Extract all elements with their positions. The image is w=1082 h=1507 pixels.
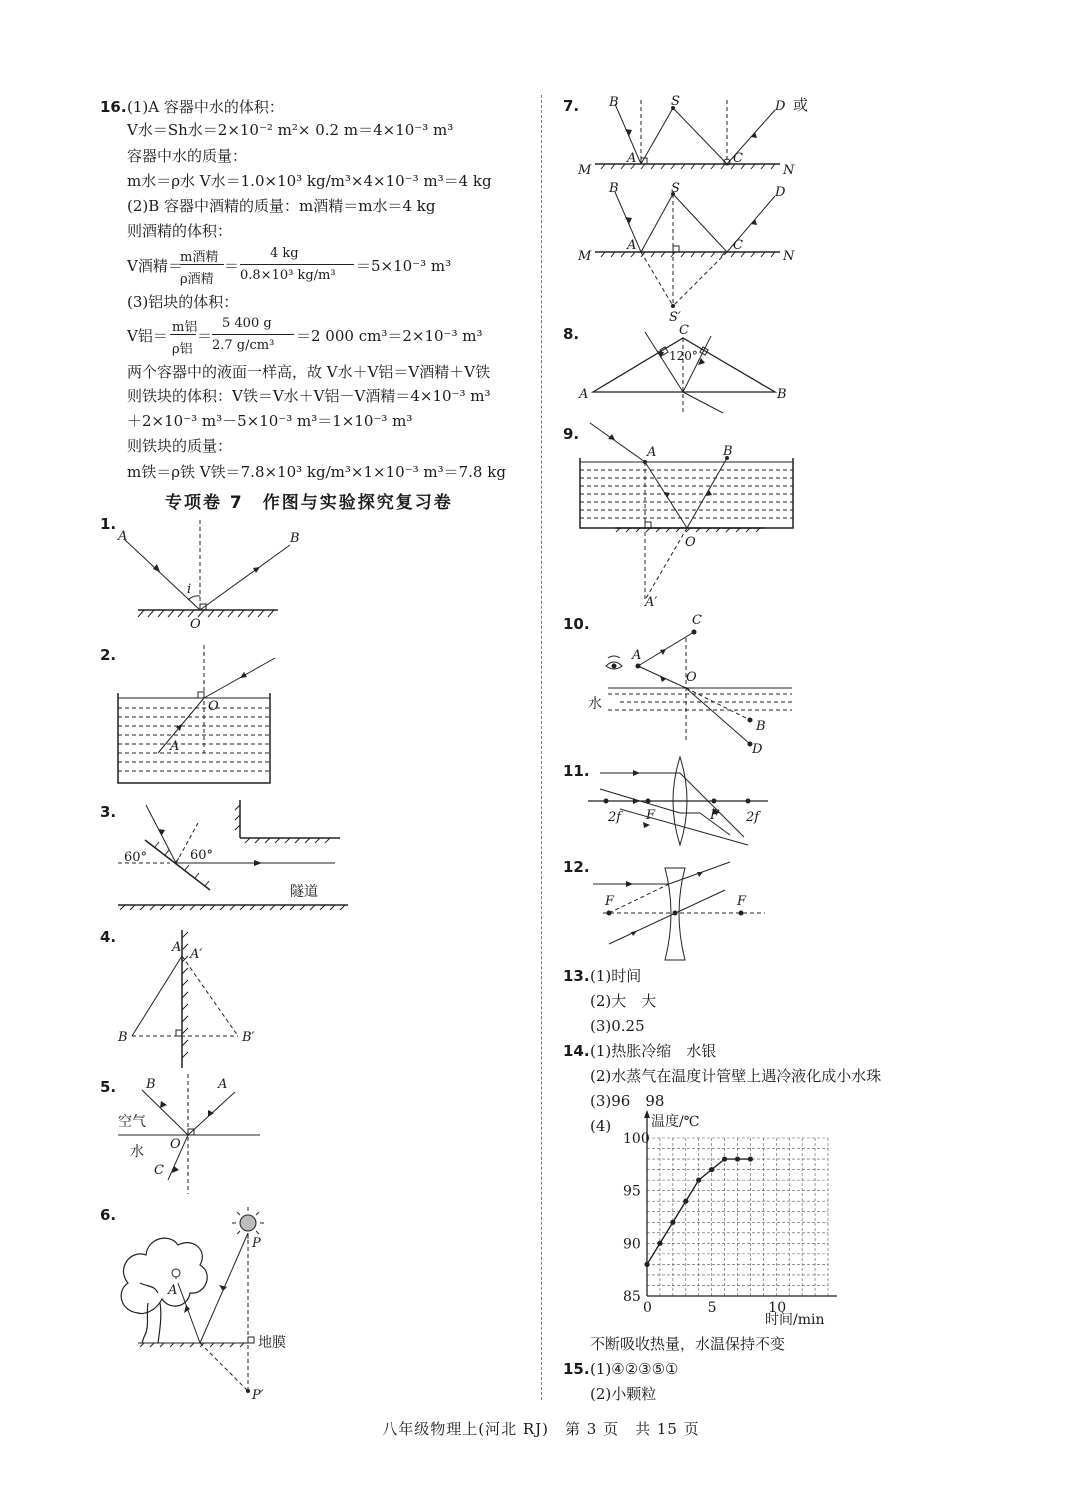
fig7-label-n: N bbox=[783, 163, 795, 178]
fig11-label-2f-right: 2f bbox=[746, 810, 760, 825]
fig6-label-p: P bbox=[252, 1236, 261, 1251]
q16-line7-den: ρ酒精 bbox=[180, 272, 214, 287]
q16-line9-num: m铝 bbox=[172, 320, 198, 335]
fig2-label-a: A bbox=[170, 739, 180, 754]
data-point bbox=[748, 1156, 753, 1161]
fig9-label-a: A bbox=[647, 445, 657, 460]
fig4-label-b: B bbox=[118, 1030, 128, 1045]
fig12-label-f-right: F bbox=[737, 894, 747, 909]
fig9-water-tank-diagram bbox=[575, 418, 800, 608]
chart-y-label: 温度/℃ bbox=[651, 1114, 700, 1130]
data-point bbox=[670, 1220, 675, 1225]
fraction-bar bbox=[240, 264, 354, 265]
data-point bbox=[709, 1167, 714, 1172]
q13-answer-1: (1)时间 bbox=[590, 967, 642, 985]
fig10-label-a: A bbox=[632, 648, 642, 663]
fig10-label-o: O bbox=[686, 670, 697, 685]
data-point bbox=[735, 1156, 740, 1161]
fig4-label-b-prime: B′ bbox=[242, 1030, 255, 1045]
fig1-label-b: B bbox=[290, 531, 300, 546]
fig6-number: 6. bbox=[100, 1206, 117, 1224]
q16-line6: 则酒精的体积： bbox=[127, 222, 233, 240]
fig12-number: 12. bbox=[563, 858, 590, 876]
y-axis-arrow bbox=[644, 1110, 650, 1118]
q16-line9-result: ＝2 000 cm³＝2×10⁻³ m³ bbox=[296, 327, 483, 345]
data-point bbox=[644, 1262, 649, 1267]
fig3-tunnel-label: 隧道 bbox=[290, 884, 318, 900]
fig5-label-o: O bbox=[170, 1137, 181, 1152]
fig6-label-a: A bbox=[168, 1283, 178, 1298]
fig7-label-c: C bbox=[733, 151, 743, 166]
chart-grid bbox=[647, 1138, 828, 1296]
data-point bbox=[722, 1156, 727, 1161]
fig12-concave-lens-diagram bbox=[585, 860, 770, 965]
q14-number: 14. bbox=[563, 1042, 590, 1060]
q16-line7-num: m酒精 bbox=[180, 250, 219, 265]
q16-line5: (2)B 容器中酒精的质量：m酒精＝m水＝4 kg bbox=[127, 197, 436, 215]
q16-line9-fnum: 5 400 g bbox=[222, 316, 272, 331]
fig11-number: 11. bbox=[563, 762, 590, 780]
fig4-label-a-prime: A′ bbox=[190, 947, 203, 962]
fig7-label-s: S bbox=[671, 94, 680, 109]
fig8-label-c: C bbox=[679, 323, 689, 338]
q16-line2: V水＝Sh水＝2×10⁻² m²× 0.2 m＝4×10⁻³ m³ bbox=[127, 121, 454, 139]
q14-answer-3: (3)96 98 bbox=[590, 1092, 665, 1110]
data-point bbox=[683, 1199, 688, 1204]
q16-line7-fden: 0.8×10³ kg/m³ bbox=[240, 268, 336, 283]
y-tick-label: 95 bbox=[623, 1183, 641, 1200]
q14-answer-1: (1)热胀冷缩 水银 bbox=[590, 1042, 717, 1060]
q16-line1: (1)A 容器中水的体积： bbox=[127, 98, 284, 116]
fraction-bar bbox=[180, 264, 224, 265]
q16-line4: m水＝ρ水 V水＝1.0×10³ kg/m³×4×10⁻³ m³＝4 kg bbox=[127, 172, 492, 190]
fig10-label-c: C bbox=[692, 613, 702, 628]
fig2-number: 2. bbox=[100, 646, 117, 664]
fig5-label-c: C bbox=[154, 1163, 164, 1178]
y-tick-label: 100 bbox=[623, 1131, 650, 1147]
y-tick-label: 85 bbox=[623, 1289, 641, 1305]
fig10-water-view-diagram bbox=[580, 608, 800, 758]
fig11-label-2f-left: 2f bbox=[608, 810, 622, 825]
section-title: 专项卷 7 作图与实验探究复习卷 bbox=[165, 493, 453, 513]
q14-answer-2: (2)水蒸气在温度计管壁上遇冷液化成小水珠 bbox=[590, 1067, 882, 1085]
fig1-label-o: O bbox=[190, 617, 201, 632]
x-tick-label: 5 bbox=[707, 1300, 717, 1316]
fig1-reflection-diagram bbox=[110, 520, 300, 635]
fig7-label-m: M bbox=[578, 249, 592, 264]
q13-answer-3: (3)0.25 bbox=[590, 1017, 645, 1035]
fig7-label-b: B bbox=[609, 181, 619, 196]
chart-x-label: 时间/min bbox=[765, 1312, 825, 1328]
fig2-label-o: O bbox=[208, 699, 219, 714]
fig6-label-p-prime: P′ bbox=[252, 1388, 264, 1403]
fig9-label-a-prime: A′ bbox=[645, 595, 658, 608]
fig7-label-s: S bbox=[671, 181, 680, 196]
fig10-water-label: 水 bbox=[588, 696, 602, 712]
q16-line14: m铁＝ρ铁 V铁＝7.8×10³ kg/m³×1×10⁻³ m³＝7.8 kg bbox=[127, 463, 506, 481]
fig1-label-i: i bbox=[187, 582, 192, 597]
q13-answer-2: (2)大 大 bbox=[590, 992, 657, 1010]
fig11-label-f-left: F bbox=[646, 808, 656, 823]
q16-line9-lhs: V铝＝ bbox=[127, 327, 168, 345]
fig10-label-d: D bbox=[752, 742, 763, 757]
fig9-number: 9. bbox=[563, 425, 580, 443]
fig10-number: 10. bbox=[563, 615, 590, 633]
fig7-label-a: A bbox=[627, 151, 637, 166]
q15-answer-1: (1)④②③⑤① bbox=[590, 1360, 679, 1378]
x-tick-label: 0 bbox=[643, 1300, 652, 1316]
fraction-bar bbox=[212, 334, 294, 335]
q16-line7-fnum: 4 kg bbox=[270, 246, 299, 261]
fig7-label-d: D bbox=[775, 99, 786, 114]
eye-icon bbox=[606, 656, 622, 669]
x-tick-label: 10 bbox=[768, 1300, 787, 1316]
fig8-label-a: A bbox=[579, 387, 589, 402]
fig7-label-m: M bbox=[578, 163, 592, 178]
q13-number: 13. bbox=[563, 967, 590, 985]
fig11-label-f-right: F bbox=[710, 808, 720, 823]
fig7-mirror-diagrams bbox=[575, 92, 825, 327]
q16-line10: 两个容器中的液面一样高，故 V水＋V铝＝V酒精＋V铁 bbox=[127, 363, 491, 381]
fig7-label-d: D bbox=[775, 185, 786, 200]
data-point bbox=[696, 1178, 701, 1183]
q16-number: 16. bbox=[100, 98, 127, 116]
fig9-label-o: O bbox=[685, 535, 696, 550]
fig9-label-b: B bbox=[723, 444, 733, 459]
fig7-label-b: B bbox=[609, 95, 619, 110]
temperature-chart bbox=[615, 1108, 840, 1333]
q14-answer-4: (4) bbox=[590, 1117, 612, 1135]
fig3-angle-2: 60° bbox=[190, 848, 214, 863]
q15-answer-2: (2)小颗粒 bbox=[590, 1385, 657, 1403]
fig6-tree-sun-diagram bbox=[110, 1203, 310, 1403]
fig5-water-label: 水 bbox=[130, 1144, 144, 1160]
data-point bbox=[657, 1241, 662, 1246]
fig5-air-label: 空气 bbox=[118, 1114, 146, 1130]
fig3-periscope-diagram bbox=[110, 795, 350, 915]
y-tick-label: 90 bbox=[623, 1236, 641, 1253]
q16-line3: 容器中水的质量： bbox=[127, 147, 248, 165]
fig5-air-water-diagram bbox=[110, 1072, 270, 1197]
fraction-bar bbox=[170, 334, 196, 335]
fig4-number: 4. bbox=[100, 928, 117, 946]
fig11-convex-lens-diagram bbox=[580, 755, 775, 855]
fig7-label-s-prime: S′ bbox=[669, 310, 681, 325]
fig2-refraction-diagram bbox=[110, 643, 280, 788]
fig3-number: 3. bbox=[100, 803, 117, 821]
q16-line13: 则铁块的质量： bbox=[127, 437, 233, 455]
q16-line11: 则铁块的体积：V铁＝V水＋V铝－V酒精＝4×10⁻³ m³ bbox=[127, 387, 491, 405]
fig8-number: 8. bbox=[563, 325, 580, 343]
fig5-label-b: B bbox=[146, 1077, 156, 1092]
q15-number: 15. bbox=[563, 1360, 590, 1378]
q16-line9-fden: 2.7 g/cm³ bbox=[212, 338, 275, 353]
fig5-number: 5. bbox=[100, 1078, 117, 1096]
q16-line7-lhs: V酒精＝ bbox=[127, 257, 183, 275]
fig1-label-a: A bbox=[118, 529, 128, 544]
fig7-or-label: 或 bbox=[793, 96, 809, 114]
column-divider bbox=[541, 95, 542, 1400]
q16-line12: ＋2×10⁻³ m³－5×10⁻³ m³＝1×10⁻³ m³ bbox=[127, 412, 413, 430]
fig10-label-b: B bbox=[756, 719, 766, 734]
q16-line7-result: ＝5×10⁻³ m³ bbox=[356, 257, 452, 275]
q16-line9-den: ρ铝 bbox=[172, 342, 193, 357]
fig8-prism-diagram bbox=[575, 318, 795, 418]
fig1-number: 1. bbox=[100, 515, 117, 533]
fig4-plane-mirror-diagram bbox=[110, 928, 270, 1073]
page-footer: 八年级物理上(河北 RJ) 第 3 页 共 15 页 bbox=[382, 1420, 700, 1438]
fig8-label-b: B bbox=[777, 387, 787, 402]
fig12-label-f-left: F bbox=[605, 894, 615, 909]
fig6-film-label: 地膜 bbox=[258, 1335, 286, 1351]
fig3-angle-1: 60° bbox=[124, 850, 148, 865]
fig7-label-n: N bbox=[783, 249, 795, 264]
fig7-label-a: A bbox=[627, 238, 637, 253]
fig7-label-c: C bbox=[733, 238, 743, 253]
fig5-label-a: A bbox=[218, 1077, 228, 1092]
fig8-angle-label: 120° bbox=[669, 349, 698, 363]
q16-line8: (3)铝块的体积： bbox=[127, 293, 239, 311]
fig7-number: 7. bbox=[563, 97, 580, 115]
q14-conclusion: 不断吸收热量，水温保持不变 bbox=[590, 1335, 786, 1353]
fig4-label-a: A bbox=[172, 940, 182, 955]
